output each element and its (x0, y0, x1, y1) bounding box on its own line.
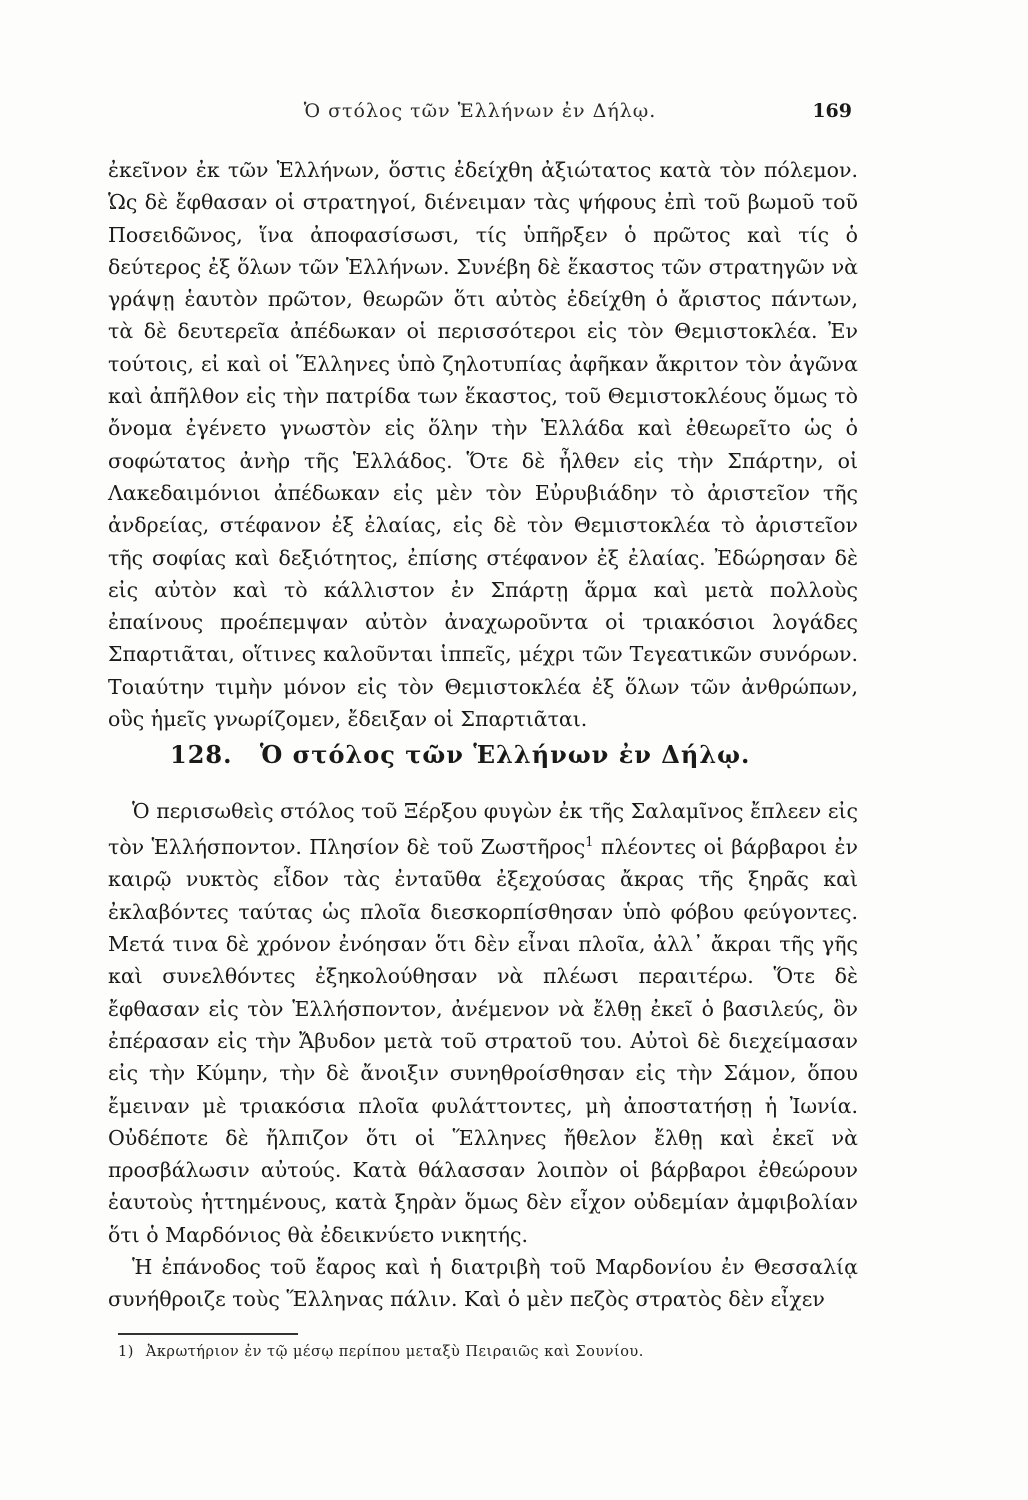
running-title: Ὁ στόλος τῶν Ἑλλήνων ἐν Δήλῳ. (303, 100, 657, 122)
running-head (108, 100, 852, 130)
section-number: 128. (170, 740, 233, 769)
paragraph-section-1 (108, 795, 858, 1251)
paragraph-top: ἐκεῖνον ἐκ τῶν Ἑλλήνων, ὅστις ἐδείχθη ἀξιώτατος κατὰ τὸν πόλεμον. Ὡς δὲ ἔφθασαν οἱ στρατηγοί, διένειμαν τὰς ψήφους ἐπὶ τοῦ βωμοῦ τοῦ Ποσειδῶνος, ἵνα ἀποφασίσωσι, τίς ὑπῆρξεν ὁ πρῶτος καὶ τίς ὁ δεύτερος ἐξ ὅλων τῶν Ἑλλήνων. Συνέβη δὲ ἕκαστος τῶν στρατηγῶν νὰ γράψῃ ἑαυτὸν πρῶτον, θεωρῶν ὅτι αὐτὸς ἐδείχθη ὁ ἄριστος πάντων, τὰ δὲ δευτερεῖα ἀπέδωκαν οἱ περισσότεροι εἰς τὸν Θεμιστοκλέα. Ἐν τούτοις, εἰ καὶ οἱ Ἕλληνες ὑπὸ ζηλοτυπίας ἀφῆκαν ἄκριτον τὸν ἀγῶνα καὶ ἀπῆλθον εἰς τὴν πατρίδα των ἕκαστος, τοῦ Θεμιστοκλέους ὅμως τὸ ὄνομα ἐγένετο γνωστὸν εἰς ὅλην τὴν Ἑλλάδα καὶ ἐθεωρεῖτο ὡς ὁ σοφώτατος ἀνὴρ τῆς Ἑλλάδος. Ὅτε δὲ ἦλθεν εἰς τὴν Σπάρτην, οἱ Λακεδαιμόνιοι ἀπέδωκαν εἰς μὲν τὸν Εὐρυβιάδην τὸ ἀριστεῖον τῆς ἀνδρείας, στέφανον ἐξ ἐλαίας, εἰς δὲ τὸν Θεμιστοκλέα τὸ ἀριστεῖον τῆς σοφίας καὶ δεξιότητος, ἐπίσης στέφανον ἐξ ἐλαίας. Ἐδώρησαν δὲ εἰς αὐτὸν καὶ τὸ κάλλιστον ἐν Σπάρτῃ ἅρμα καὶ μετὰ πολλοὺς ἐπαίνους προέπεμψαν αὐτὸν ἀναχωροῦντα οἱ τριακόσιοι λογάδες Σπαρτιᾶται, οἵτινες καλοῦνται ἱππεῖς, μέχρι τῶν Τεγεατικῶν συνόρων. Τοιαύτην τιμὴν μόνον εἰς τὸν Θεμιστοκλέα ἐξ ὅλων τῶν ἀνθρώπων, οὓς ἡμεῖς γνωρίζομεν, ἔδειξαν οἱ Σπαρτιᾶται. (108, 158, 858, 732)
text-block-section (108, 795, 858, 1316)
footnote-text: Ἀκρωτήριον ἐν τῷ μέσῳ περίπου μεταξὺ Πειραιῶς καὶ Σουνίου. (145, 1344, 644, 1360)
footnote (118, 1344, 858, 1360)
paragraph-section-1-before-note: Ὁ περισωθεὶς στόλος τοῦ Ξέρξου φυγὼν ἐκ τῆς Σαλαμῖνος ἔπλεεν εἰς τὸν Ἑλλήσποντον. Πλησίον δὲ τοῦ Ζωστῆρος (108, 799, 858, 860)
footnote-marker: 1) (118, 1344, 134, 1360)
paragraph-section-1-after-note: πλέοντες οἱ βάρβαροι ἐν καιρῷ νυκτὸς εἶδον τὰς ἐνταῦθα ἐξεχούσας ἄκρας τῆς ξηρᾶς καὶ ἐκλαβόντες ταύτας ὡς πλοῖα διεσκορπίσθησαν ὑπὸ φόβου φεύγοντες. Μετά τινα δὲ χρόνον ἐνόησαν ὅτι δὲν εἶναι πλοῖα, ἀλλ᾽ ἄκραι τῆς γῆς καὶ συνελθόντες ἐξηκολούθησαν νὰ πλέωσι περαιτέρω. Ὅτε δὲ ἔφθασαν εἰς τὸν Ἑλλήσποντον, ἀνέμενον νὰ ἔλθῃ ἐκεῖ ὁ βασιλεύς, ὃν ἐπέρασαν εἰς τὴν Ἄβυδον μετὰ τοῦ στρατοῦ του. Αὐτοὶ δὲ διεχείμασαν εἰς τὴν Κύμην, τὴν δὲ ἄνοιξιν συνηθροίσθησαν εἰς τὴν Σάμον, ὅπου ἔμειναν μὲ τριακόσια πλοῖα φυλάττοντες, μὴ ἀποστατήσῃ ἡ Ἰωνία. Οὐδέποτε δὲ ἤλπιζον ὅτι οἱ Ἕλληνες ἤθελον ἔλθῃ καὶ ἐκεῖ νὰ προσβάλωσιν αὐτούς. Κατὰ θάλασσαν λοιπὸν οἱ βάρβαροι ἐθεώρουν ἑαυτοὺς ἡττημένους, κατὰ ξηρὰν ὅμως δὲν εἶχον οὐδεμίαν ἀμφιβολίαν ὅτι ὁ Μαρδόνιος θὰ ἐδεικνύετο νικητής. (108, 835, 858, 1247)
footnote-reference[interactable]: 1 (585, 835, 594, 851)
paragraph-section-2: Ἡ ἐπάνοδος τοῦ ἔαρος καὶ ἡ διατριβὴ τοῦ Μαρδονίου ἐν Θεσσαλίᾳ συνήθροιζε τοὺς Ἕλληνας πάλιν. Καὶ ὁ μὲν πεζὸς στρατὸς δὲν εἶχεν (108, 1254, 858, 1312)
section-heading (170, 740, 810, 769)
section-title: Ὁ στόλος τῶν Ἑλλήνων ἐν Δήλῳ. (259, 740, 751, 769)
footnote-divider (118, 1333, 298, 1335)
text-block-top (108, 154, 858, 735)
page-number: 169 (812, 100, 852, 122)
